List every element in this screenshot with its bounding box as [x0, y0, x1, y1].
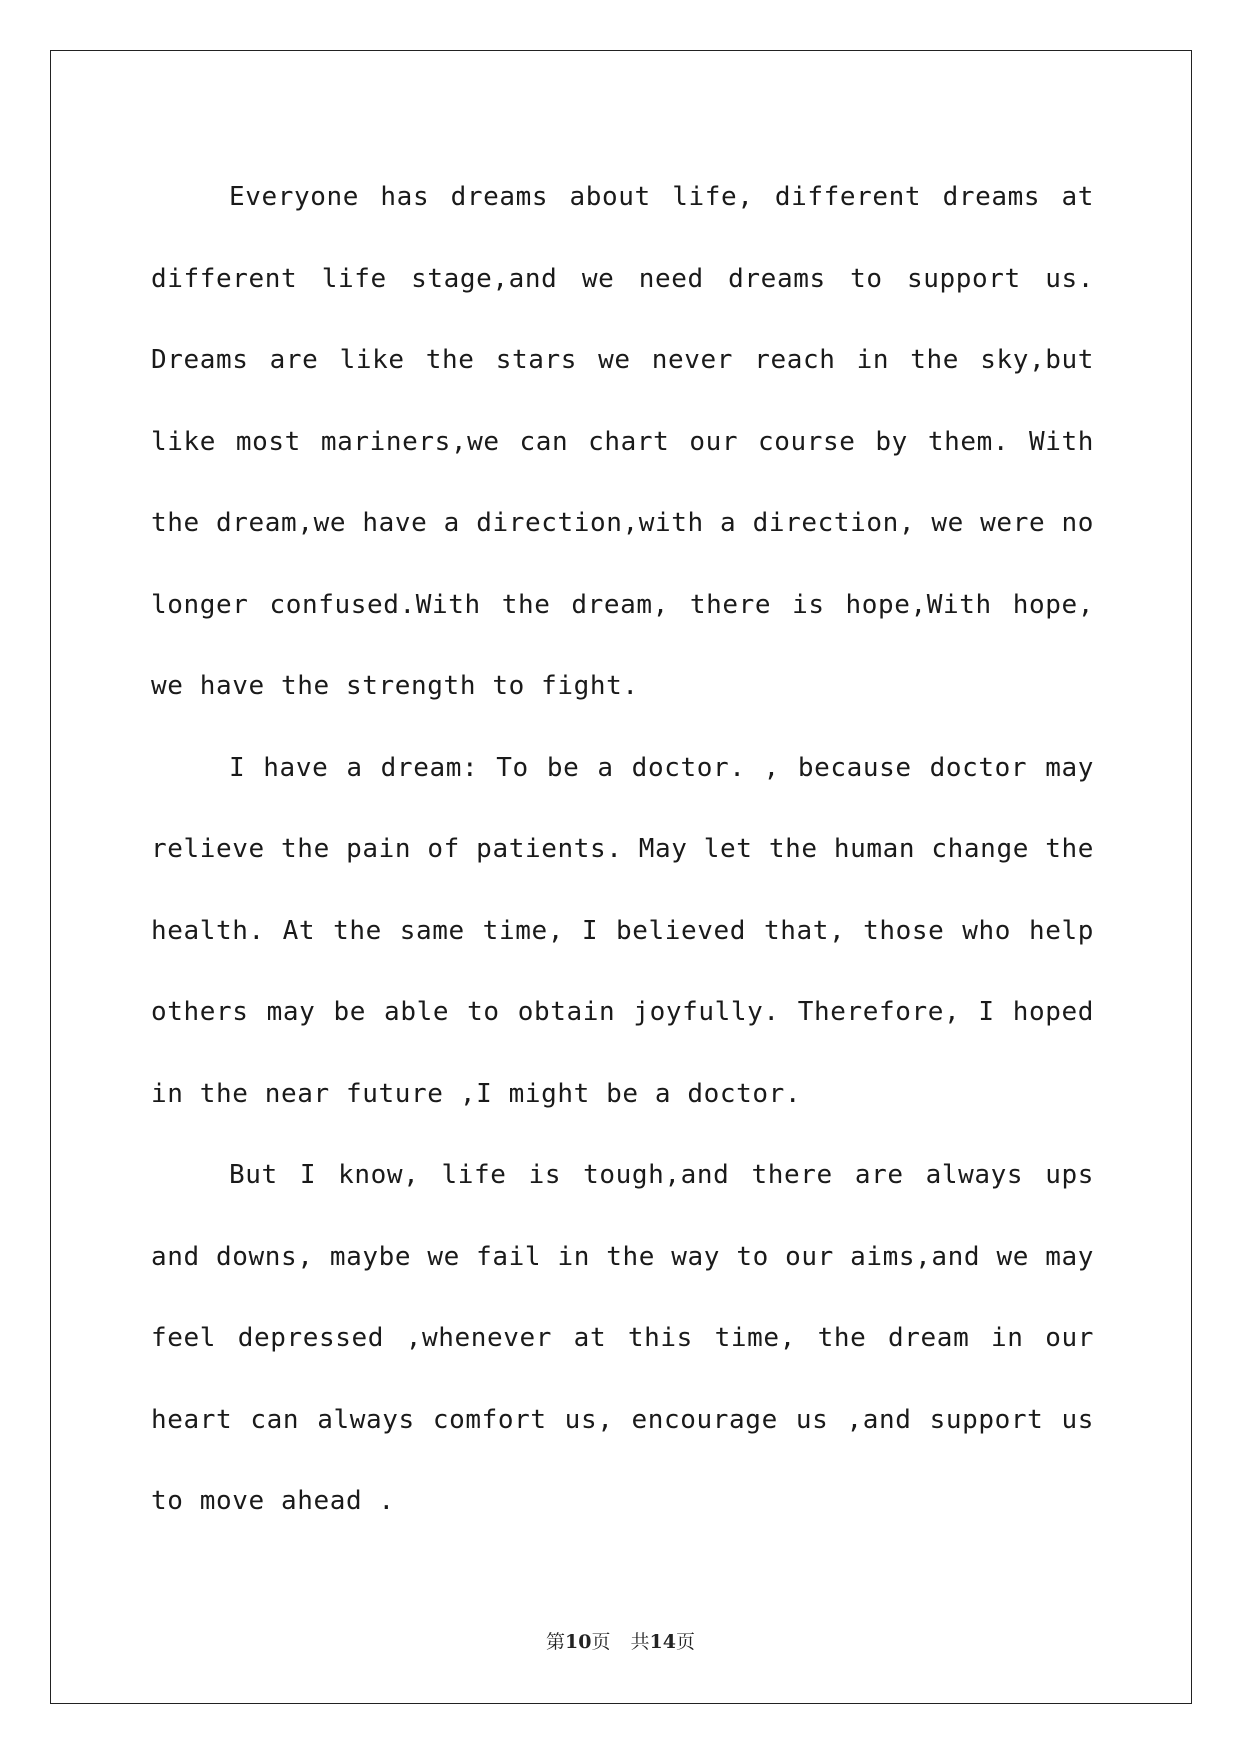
paragraph-2: I have a dream: To be a doctor. , because doctor may relieve the pain of patients. May let the human change the health. At the same time, I believed that, those who help others may be able to obtain joyfully. Therefore, I hoped in the near future ,I might be a doctor. — [151, 752, 1094, 1109]
page-footer — [0, 1627, 1241, 1654]
document-body — [151, 157, 1094, 1543]
total-pages: 14 — [649, 1631, 676, 1653]
page-prefix: 第 — [546, 1631, 566, 1653]
paragraph-3: But I know, life is tough,and there are always ups and downs, maybe we fail in the way to our aims,and we may feel depressed ,whenever at this time, the dream in our heart can always comfort us, encourage us ,and support us to move ahead . — [151, 1160, 1094, 1516]
total-suffix: 页 — [675, 1631, 695, 1653]
page-number: 10 — [565, 1631, 592, 1653]
paragraph-1: Everyone has dreams about life, different dreams at different life stage,and we need dreams to support us. Dreams are like the stars we never reach in the sky,but like most mariners,we can chart our course by them. With the dream,we have a direction,with a direction, we were no longer confused.With the dream, there is hope,With hope, we have the strength to fight. — [151, 182, 1094, 701]
total-prefix: 共 — [630, 1631, 650, 1653]
page-suffix: 页 — [591, 1631, 611, 1653]
